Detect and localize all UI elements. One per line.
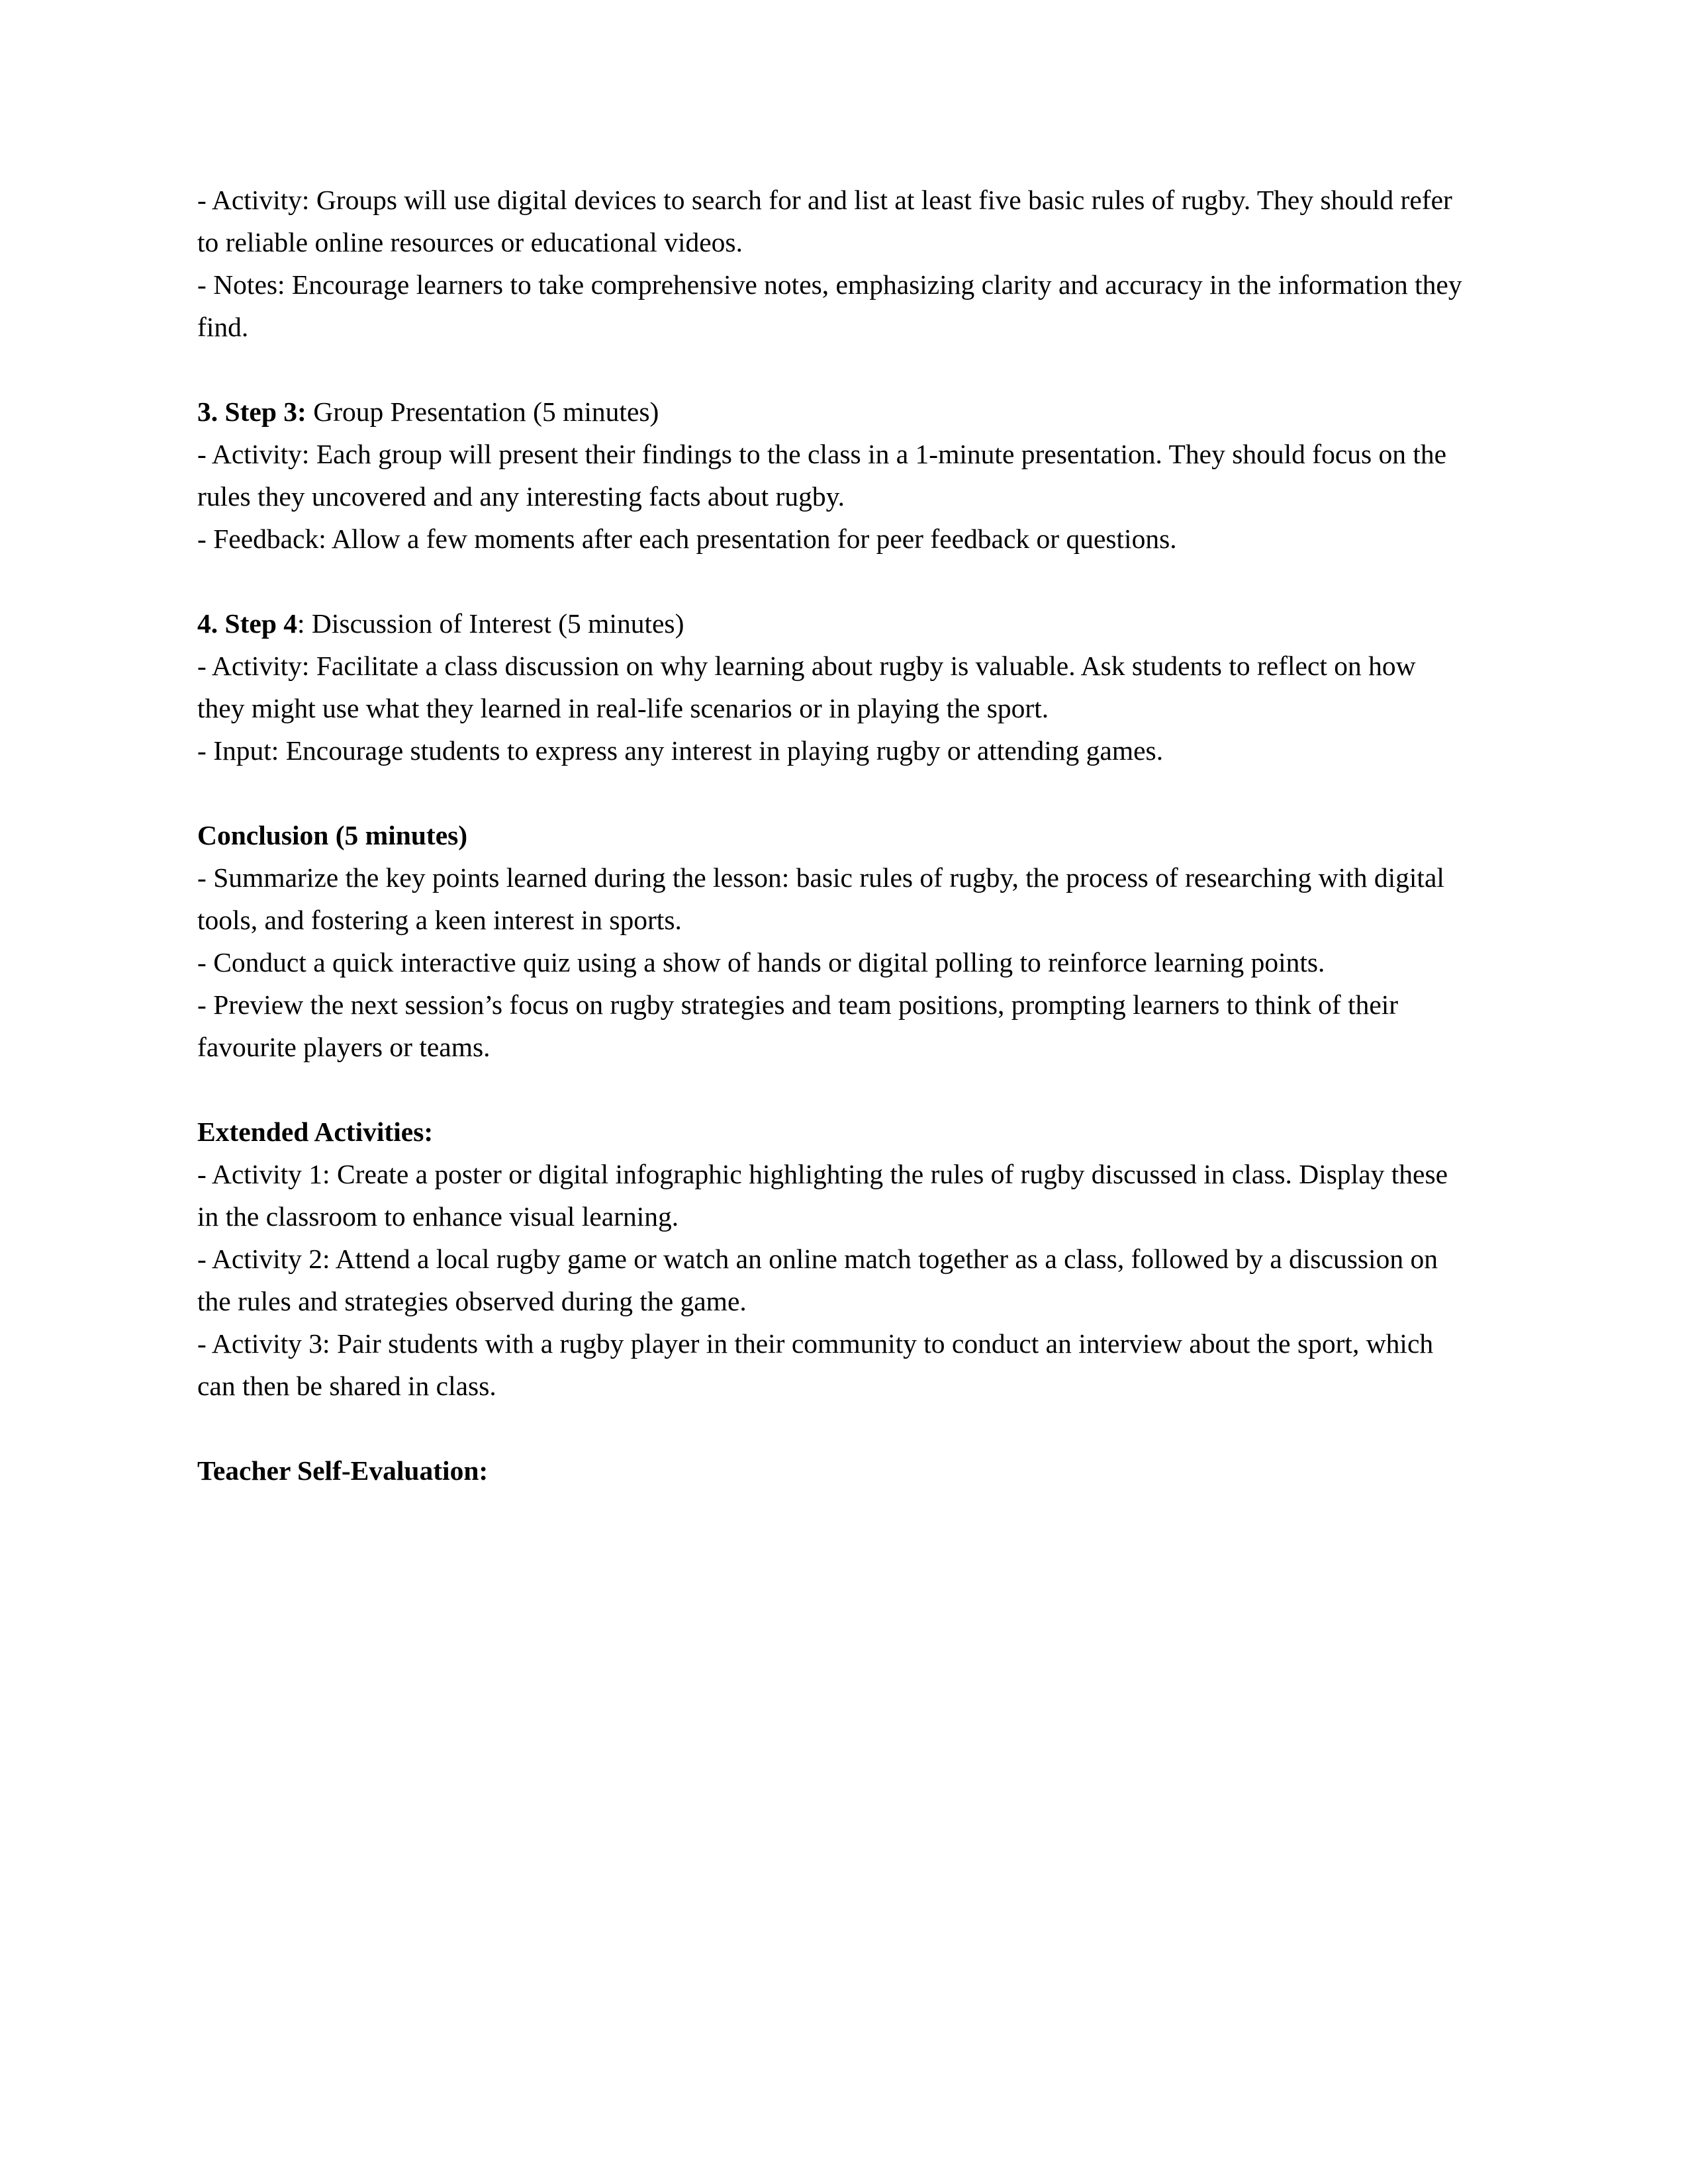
paragraph-activity-step3: - Activity: Each group will present their findings to the class in a 1-minute presentation. They should focus on the rules they uncovered and any interesting facts about rugby. — [197, 439, 1447, 512]
spacer — [197, 1407, 1468, 1449]
spacer — [197, 1068, 1468, 1111]
heading-step4 — [197, 602, 1468, 645]
heading-conclusion-label: Conclusion (5 minutes) — [197, 820, 468, 850]
paragraph-extended-activity-3: - Activity 3: Pair students with a rugby player in their community to conduct an interview about the sport, which can then be shared in class. — [197, 1328, 1434, 1401]
paragraph-activity-step4: - Activity: Facilitate a class discussion on why learning about rugby is valuable. Ask students to reflect on how they might use what they learned in real-life scenarios or in playing the sport. — [197, 651, 1416, 723]
heading-conclusion — [197, 814, 1468, 856]
heading-teacher-self-evaluation — [197, 1449, 1468, 1492]
heading-step3-label: 3. Step 3: — [197, 396, 306, 427]
spacer — [197, 560, 1468, 602]
paragraph-extended-activity-1: - Activity 1: Create a poster or digital infographic highlighting the rules of rugby discussed in class. Display these in the classroom to enhance visual learning. — [197, 1159, 1448, 1232]
section-teacher-self-evaluation — [197, 1449, 1468, 1492]
section-conclusion — [197, 814, 1468, 1068]
section-extended-activities — [197, 1111, 1468, 1407]
spacer — [197, 772, 1468, 814]
paragraph-activity-step2: - Activity: Groups will use digital devices to search for and list at least five basic rules of rugby. They should refer to reliable online resources or educational videos. — [197, 185, 1452, 257]
heading-step4-label: 4. Step 4 — [197, 608, 298, 639]
paragraph-input-step4: - Input: Encourage students to express any interest in playing rugby or attending games. — [197, 735, 1164, 766]
paragraph-notes-step2: - Notes: Encourage learners to take comprehensive notes, emphasizing clarity and accuracy in the information they find. — [197, 269, 1462, 342]
heading-step4-title: : Discussion of Interest (5 minutes) — [297, 608, 684, 639]
heading-extended-activities-label: Extended Activities: — [197, 1116, 434, 1147]
section-step4 — [197, 602, 1468, 772]
heading-step3 — [197, 390, 1468, 433]
paragraph-conclusion-summarize: - Summarize the key points learned during the lesson: basic rules of rugby, the process of researching with digital tools, and fostering a keen interest in sports. — [197, 862, 1444, 935]
paragraph-conclusion-preview: - Preview the next session’s focus on rugby strategies and team positions, prompting learners to think of their favourite players or teams. — [197, 989, 1399, 1062]
document-body — [197, 179, 1468, 1492]
heading-extended-activities — [197, 1111, 1468, 1153]
paragraph-extended-activity-2: - Activity 2: Attend a local rugby game or watch an online match together as a class, followed by a discussion on the rules and strategies observed during the game. — [197, 1244, 1438, 1316]
section-step2-continuation — [197, 179, 1468, 348]
paragraph-conclusion-quiz: - Conduct a quick interactive quiz using a show of hands or digital polling to reinforce learning points. — [197, 947, 1325, 978]
heading-step3-title: Group Presentation (5 minutes) — [306, 396, 659, 427]
spacer — [197, 348, 1468, 390]
paragraph-feedback-step3: - Feedback: Allow a few moments after each presentation for peer feedback or questions. — [197, 523, 1177, 554]
section-step3 — [197, 390, 1468, 560]
heading-teacher-self-evaluation-label: Teacher Self-Evaluation: — [197, 1455, 489, 1486]
